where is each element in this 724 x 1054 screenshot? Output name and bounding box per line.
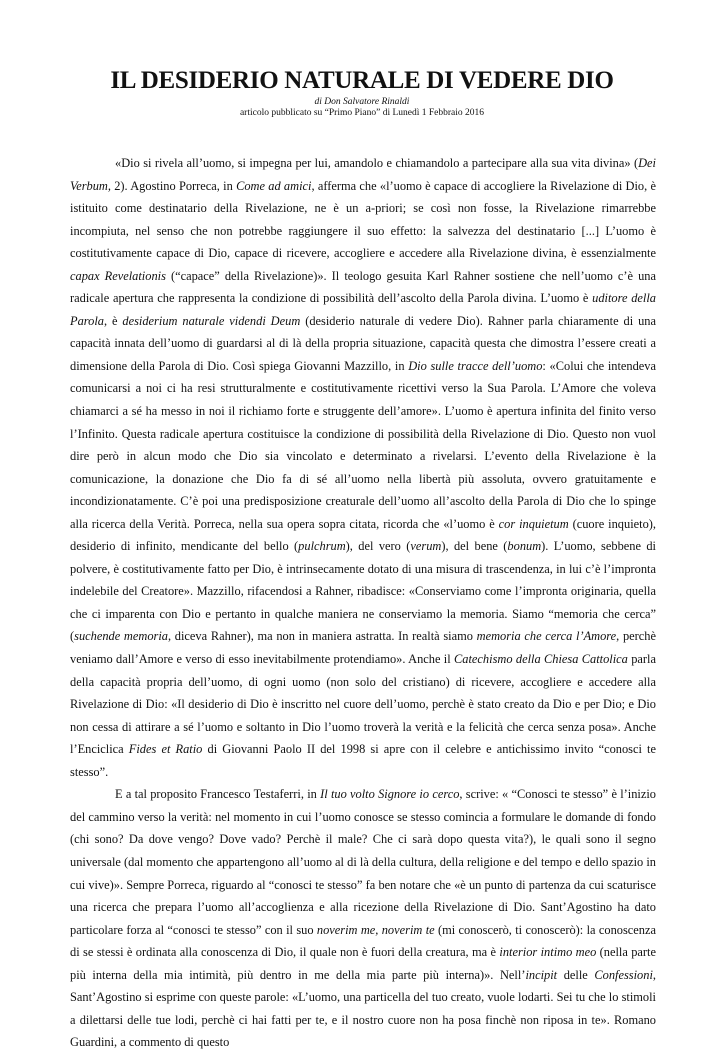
italic-text-run: Il tuo volto Signore io cerco (320, 787, 460, 802)
italic-text-run: memoria che cerca l’Amore (476, 629, 617, 644)
italic-text-run: incipit (525, 967, 558, 982)
text-run: , scrive: « “Conosci te stesso” è l’inizio del cammino verso la verità: nel momento in cui l’uomo conosce se stesso comincia a formulare le domande di fondo (chi sono? Da dove vengo? Dove vado? Perchè il male? Che ci sarà dopo questa vita?), le quali sono il segno universale (dal momento che appartengono all’uomo al di là della cultura, della religione e del tempo e dello spazio in cui vive)». Sempre Porreca, riguardo al “conosci te stesso” fa ben notare che «è un punto di partenza da cui scaturisce una ricerca che prepara l’uomo all’accoglienza e alla ricezione della Rivelazione di Dio. Sant’Agostino ha dato particolare forza al “conosci te stesso” con il suo (70, 787, 656, 937)
italic-text-run: Come ad amici (236, 178, 312, 193)
paragraph (70, 783, 656, 1054)
italic-text-run: noverim me, noverim te (316, 922, 435, 937)
text-run: 2). Agostino Porreca, in (110, 178, 237, 193)
italic-text-run: uditore della Parola (70, 291, 656, 328)
text-run: (mi conoscerò, ti conoscerò): la conoscenza di se stessi è ordinata alla conoscenza di Dio, il quale non è fuori della creatura, ma è (70, 922, 656, 960)
italic-text-run: Catechismo della Chiesa Cattolica (454, 652, 628, 667)
text-run: ). L’uomo, sebbene di polvere, è costitutivamente fatto per Dio, è intrinsecamente dotato di una misura di trascendenza, in lui c’è l’impronta indelebile del Creatore». Mazzillo, rifacendosi a Rahner, ribadisce: «Conserviamo come l’impronta originaria, quella che ci imparenta con Dio e pertanto in qualche maniera ne conserviamo la memoria. Siamo “memoria che cerca” ( (70, 539, 656, 644)
italic-text-run: capax Revelationis (70, 268, 166, 283)
text-run: (cuore inquieto), desiderio di infinito, mendicante del bello ( (70, 516, 656, 554)
italic-text-run: bonum (507, 539, 542, 554)
text-run: delle (557, 967, 595, 982)
text-run: di Giovanni Paolo II del 1998 si apre con il celebre e antichissimo invito “conosci te stesso”. (70, 742, 656, 779)
italic-text-run: verum (410, 539, 442, 554)
text-run: ), del bene ( (441, 539, 508, 554)
italic-text-run: Confessioni (594, 967, 653, 982)
text-run: , è (103, 313, 123, 328)
italic-text-run: pulchrum (298, 539, 346, 554)
text-run: «Dio si rivela all’uomo, si impegna per lui, amandolo e chiamandolo a partecipare alla sua vita divina» ( (115, 156, 639, 170)
text-run: parla della capacità propria dell’uomo, di ogni uomo (non solo del cristiano) di ricevere, accogliere e accedere alla Rivelazione di Dio: «Il desiderio di Dio è inscritto nel cuore dell’uomo, perchè è stato creato da Dio e per Dio; e Dio non cessa di attirare a sé l’uomo e soltanto in Dio l’uomo troverà la verità e la felicità che cerca senza posa». Anche l’Enciclica (70, 652, 656, 757)
text-run: , diceva Rahner), ma non in maniera astratta. In realtà siamo (168, 629, 477, 644)
italic-text-run: Fides et Ratio (128, 742, 203, 757)
text-run: : «Colui che intendeva comunicarsi a noi ci ha resi strutturalmente e costitutivamente ricettivi verso la Sua Parola. L’Amore che voleva chiamarci a sé ha messo in noi il richiamo forte e struggente dell’amore». L’uomo è apertura infinita del finito verso l’Infinito. Questa radicale apertura costituisce la condizione di possibilità della Rivelazione di Dio. Questo non vuol dire però in alcun modo che Dio sia vincolato e determinato a rivelarsi. L’evento della Rivelazione è la comunicazione, la donazione che Dio fa di sé all’uomo nella libertà più assoluta, ovvero gratuitamente e incondizionatamente. C’è poi una predisposizione creaturale dell’uomo all’ascolto della Parola di Dio che lo spinge alla ricerca della Verità. Porreca, nella sua opera sopra citata, ricorda che «l’uomo è (70, 358, 656, 531)
article-body (70, 152, 657, 1050)
document-title: IL DESIDERIO NATURALE DI VEDERE DIO (110, 67, 614, 94)
italic-text-run: desiderium naturale videndi Deum (122, 313, 301, 328)
text-run: E a tal proposito Francesco Testaferri, in (115, 787, 321, 802)
italic-text-run: suchende memoria (74, 629, 168, 644)
italic-text-run: cor inquietum (498, 516, 569, 531)
author-byline: di Don Salvatore Rinaldi (314, 97, 410, 107)
text-run: , afferma che «l’uomo è capace di accogliere la Rivelazione di Dio, è istituito come destinatario della Rivelazione, ne è un a-priori; se così non fosse, la Rivelazione rimarrebbe incompiuta, nel senso che non potrebbe raggiungere il suo effetto: la salvezza del destinatario [...] L’uomo è costitutivamente capace di Dio, capace di ricevere, accogliere e accedere alla Rivelazione divina, è essenzialmente (70, 178, 657, 261)
italic-text-run: Dio sulle tracce dell’uomo (408, 358, 543, 373)
text-run: (desiderio naturale di vedere Dio). Rahner parla chiaramente di una capacità innata dell’uomo di guardarsi al di là della propria situazione, capacità questa che dimostra l’essere creati a dimensione della Parola di Dio. Così spiega Giovanni Mazzillo, in (70, 313, 656, 373)
text-run: , Sant’Agostino si esprime con queste parole: «L’uomo, una particella del tuo creato, vuole lodarti. Sei tu che lo stimoli a dilettarsi delle tue lodi, perchè ci hai fatti per te, e il nostro cuore non ha posa finchè non riposa in te». Romano Guardini, a commento di questo (70, 967, 657, 1050)
publication-line: articolo pubblicato su “Primo Piano” di Lunedì 1 Febbraio 2016 (239, 108, 485, 118)
text-run: , perchè veniamo dall’Amore e verso di esso inevitabilmente protendiamo». Anche il (70, 629, 656, 667)
paragraph (70, 152, 656, 783)
text-run: (nella parte più interna della mia intimità, più dentro in me della mia parte più interna)». Nell’ (70, 945, 656, 982)
text-run: ), del vero ( (345, 539, 411, 554)
italic-text-run: Dei Verbum, (70, 156, 656, 193)
text-run: (“capace” della Rivelazione)». Il teologo gesuita Karl Rahner sostiene che nell’uomo c’è una radicale apertura che rappresenta la condizione di possibilità dell’ascolto della Parola divina. L’uomo è (70, 268, 656, 306)
italic-text-run: interior intimo meo (499, 945, 597, 960)
